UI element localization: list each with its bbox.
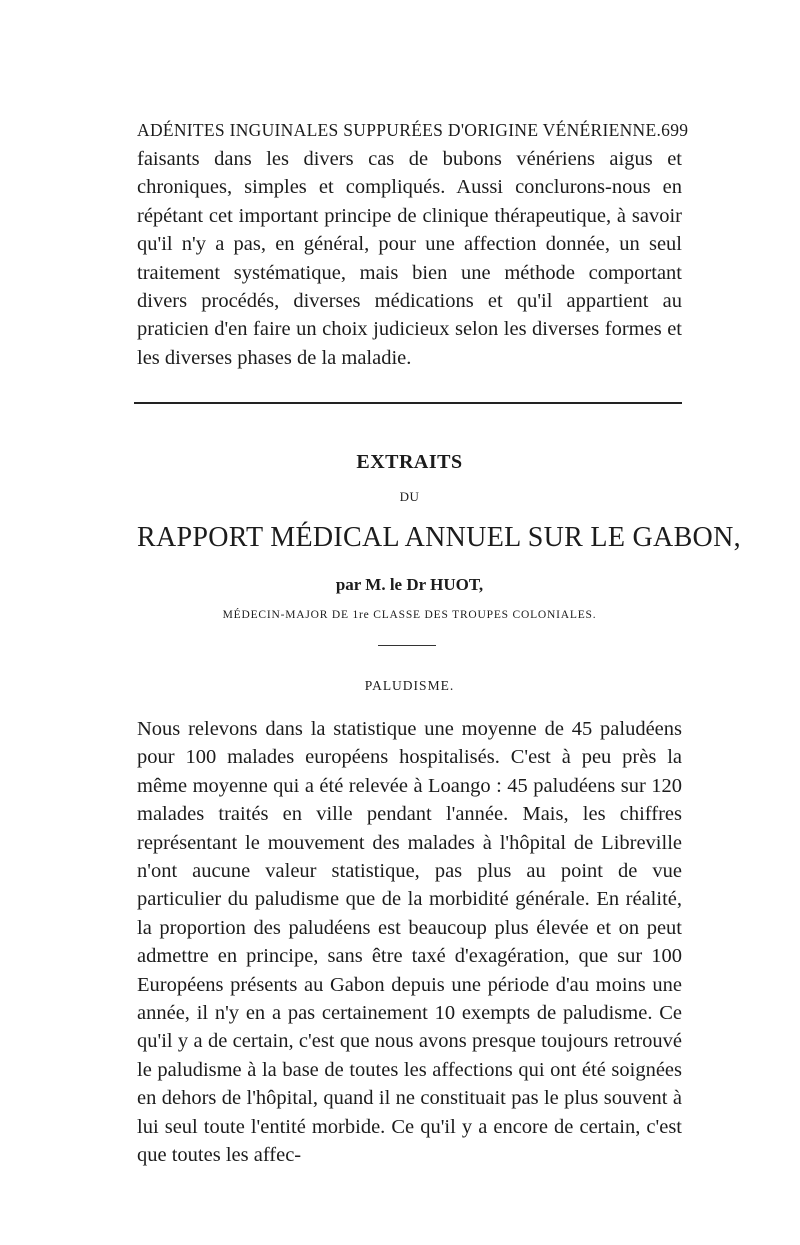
- article-heading-extraits: EXTRAITS: [356, 451, 463, 473]
- body-paragraph: Nous relevons dans la statistique une moyenne de 45 paludéens pour 100 malades européens hospitalisés. C'est à peu près la même moyenne qui a été relevée à Loango : 45 paludéens sur 120 malades traités en ville pendant l'année. Mais, les chiffres représentant le mouvement des malades à l'hôpital de Libreville n'ont aucune valeur statistique, pas plus au point de vue particulier du paludisme que de la morbidité générale. En réalité, la proportion des paludéens est beaucoup plus élevée et on peut admettre en principe, sans être taxé d'exagération, que sur 100 Européens présents au Gabon depuis une période d'au moins une année, il n'y en a pas certainement 10 exempts de paludisme. Ce qu'il y a de certain, c'est que nous avons presque toujours retrouvé le paludisme à la base de toutes les affections qui ont été soignées en dehors de l'hôpital, quand il ne constituait pas le plus souvent à lui seul toute l'entité morbide. Ce qu'il y a encore de certain, c'est que toutes les affec-: [137, 718, 682, 1167]
- body-paragraph-block: [137, 715, 682, 1170]
- running-head: [137, 120, 689, 141]
- running-title: ADÉNITES INGUINALES SUPPURÉES D'ORIGINE VÉNÉRIENNE.: [137, 120, 662, 140]
- section-title: PALUDISME.: [364, 678, 455, 693]
- article-author: par M. le Dr HUOT,: [335, 575, 484, 594]
- article-title: RAPPORT MÉDICAL ANNUEL SUR LE GABON,: [137, 522, 741, 553]
- section-divider-rule: [134, 402, 682, 404]
- continuation-paragraph-block: [137, 145, 682, 372]
- short-divider-rule: [378, 645, 436, 646]
- author-rank: MÉDECIN-MAJOR DE 1re CLASSE DES TROUPES COLONIALES.: [222, 609, 597, 621]
- continuation-paragraph: faisants dans les divers cas de bubons vénériens aigus et chroniques, simples et compliqués. Aussi conclurons-nous en répétant cet important principe de clinique thérapeutique, à savoir qu'il n'y a pas, en général, pour une affection donnée, un seul traitement systématique, mais bien une méthode comportant divers procédés, diverses médications et qu'il appartient au praticien d'en faire un choix judicieux selon les diverses formes et les diverses phases de la maladie.: [137, 148, 682, 369]
- page-number: 699: [661, 120, 689, 140]
- article-heading-du: DU: [399, 489, 420, 504]
